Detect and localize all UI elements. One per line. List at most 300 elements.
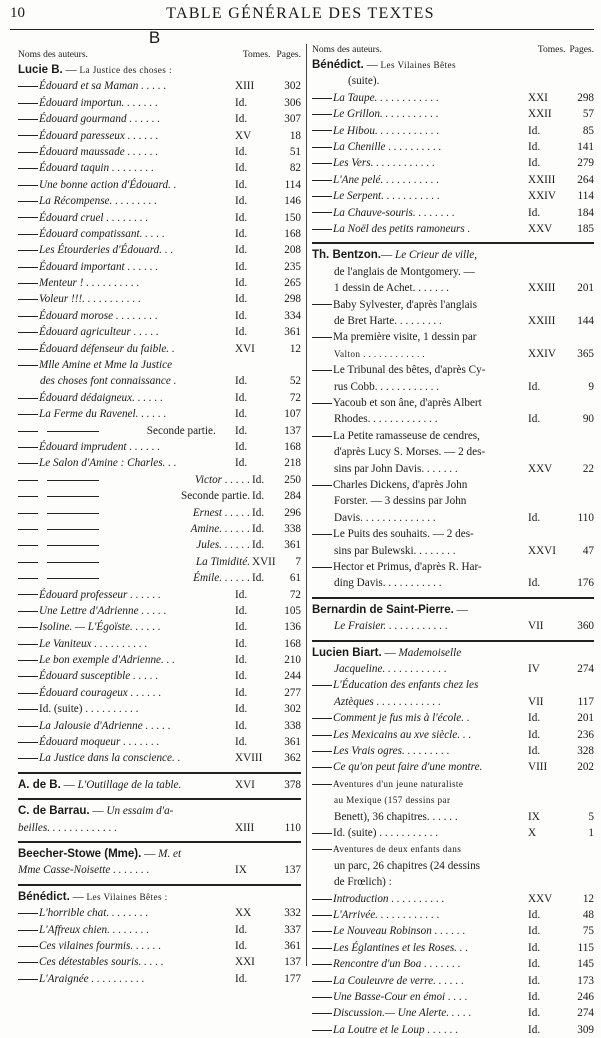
toc-entry	[18, 587, 301, 603]
entry-tome: Id.	[252, 473, 265, 486]
entry-page: 298	[577, 91, 594, 104]
author-entry: A. de B. — L'Outillage de la table. XVI 378	[18, 778, 301, 791]
section-rule	[18, 884, 301, 886]
salon-parts	[18, 472, 301, 587]
entry-page: 114	[577, 190, 594, 203]
entry-title: La Timidité.	[195, 555, 250, 568]
toc-entry	[18, 537, 301, 553]
lucie-list	[18, 439, 301, 472]
entry-tome: Id.	[235, 670, 248, 683]
entry-page: 141	[577, 140, 594, 153]
entry-title: La Jalousie d'Adrienne . . . . .	[39, 719, 171, 732]
toc-entry: Seconde partie. Id. 137	[18, 423, 301, 439]
entry-title: Discussion.— Une Alerte. . . . .	[333, 1007, 472, 1020]
lucie-list	[18, 78, 301, 357]
entry-title: Édouard susceptible . . . . .	[39, 670, 159, 683]
entry-page: 61	[289, 572, 301, 585]
entry-tome: Id.	[235, 277, 248, 290]
column-divider	[306, 44, 307, 966]
entry-title: Amine. . . . . .	[190, 522, 250, 535]
entry-title: Une Basse-Cour en émoi . . . .	[333, 991, 468, 1003]
entry-tome: Id.	[528, 124, 541, 137]
toc-entry	[18, 971, 301, 987]
author-entry: Lucie B. — La Justice des choses :	[18, 64, 172, 76]
page-title: TABLE GÉNÉRALE DES TEXTES	[166, 5, 435, 22]
entry-page: 361	[284, 539, 301, 552]
toc-entry	[18, 505, 301, 521]
entry-title: Comment je fus mis à l'école. .	[333, 712, 470, 725]
entry-page: 202	[577, 761, 594, 774]
left-column-header	[18, 49, 301, 62]
entry-title: Ernest . . . . .	[192, 506, 250, 519]
entry-tome: Id.	[235, 162, 248, 175]
entry-title: Une Lettre d'Adrienne . . . . .	[39, 604, 167, 617]
toc-entry	[312, 973, 594, 989]
toc-entry	[312, 106, 594, 122]
entry-page: 274	[577, 1007, 594, 1020]
entry-tome: Id.	[235, 441, 248, 454]
entry-page: 284	[284, 490, 301, 503]
entry-page: 48	[582, 909, 594, 922]
entry-title: Une bonne action d'Édouard. .	[39, 178, 177, 191]
entry-tome: Id.	[528, 974, 541, 987]
toc-entry	[18, 95, 301, 111]
entry-title: Le Vaniteux . . . . . . . . . .	[39, 637, 148, 650]
toc-entry	[18, 275, 301, 291]
entry-title: Ce qu'on peut faire d'une montre.	[333, 761, 483, 774]
toc-entry	[18, 78, 301, 94]
entry-title: Le bon exemple d'Adrienne. . .	[39, 654, 175, 667]
entry-tome: XXI	[528, 91, 548, 104]
entry-title: La Noël des petits ramoneurs .	[333, 222, 471, 235]
toc-entry	[18, 210, 301, 226]
work-title: La Justice des choses :	[79, 65, 172, 75]
entry-page: 362	[284, 752, 301, 765]
entry-tome: Id.	[235, 260, 248, 273]
entry-tome: VIII	[528, 761, 548, 774]
entry-title: Édouard moqueur . . . . . . .	[39, 736, 160, 749]
toc-entry	[18, 521, 301, 537]
entry-page: 72	[289, 391, 301, 404]
entry-title: La Chenille . . . . . . . . . .	[333, 140, 442, 153]
entry-page: 246	[577, 991, 594, 1003]
entry-title: Rencontre d'un Boa . . . . . . .	[333, 958, 461, 971]
entry-tome: Id.	[252, 572, 265, 585]
toc-entry: Hector et Primus, d'après R. Har- ding Davis. . . . . . . . . . . Id. 176	[312, 559, 594, 592]
entry-page: 136	[284, 621, 301, 634]
author-entry: Bénédict. — Les Vilaines Bêtes	[312, 59, 456, 71]
entry-page: 12	[582, 892, 594, 905]
toc-entry: La Petite ramasseuse de cendres, d'après Lucy S. Morses. — 2 des- sins par John Davis. . . . . . . XXV 22	[312, 428, 594, 477]
entry-page: 51	[289, 145, 301, 158]
author-entry: Lucien Biart. — Mademoiselle Jacqueline. . . . . . . . . . . . IV 274	[312, 646, 594, 676]
entry-page: 57	[582, 108, 594, 121]
toc-entry: Yacoub et son âne, d'après Albert Rhodes. . . . . . . . . . . . . Id. 90	[312, 395, 594, 428]
entry-title: Seconde partie.	[181, 490, 250, 503]
entry-page: 177	[284, 972, 301, 985]
entry-title: Édouard dédaigneux. . . . . .	[39, 391, 163, 404]
toc-entry	[18, 685, 301, 701]
entry-page: 201	[577, 712, 594, 725]
entry-page: 168	[284, 637, 301, 650]
entry-title: Édouard morose . . . . . . . .	[39, 309, 158, 322]
entry-page: 137	[284, 956, 301, 969]
entry-page: 146	[284, 195, 301, 208]
toc-entry	[312, 221, 594, 237]
toc-entry	[18, 128, 301, 144]
page-header	[0, 0, 601, 30]
entry-title: Édouard paresseux . . . . . .	[39, 129, 159, 142]
toc-entry	[312, 759, 594, 775]
author-name: Lucie B.	[18, 64, 63, 76]
entry-tome: Id.	[528, 1023, 541, 1036]
entry-tome: Id.	[235, 211, 248, 224]
entry-page: 328	[577, 745, 594, 758]
entry-page: 208	[284, 244, 301, 257]
entry-title: La Chauve-souris. . . . . . . .	[333, 206, 455, 219]
toc-entry	[18, 570, 301, 586]
toc-entry	[312, 891, 594, 907]
entry-page: 145	[577, 958, 594, 971]
entry-page: 279	[577, 157, 594, 170]
entry-title: Édouard professeur . . . . . .	[39, 588, 161, 601]
entry-title: Victor . . . . .	[194, 473, 250, 486]
right-column	[312, 31, 594, 1038]
entry-page: 218	[284, 457, 301, 470]
entry-page: 18	[289, 129, 301, 142]
toc-entry	[18, 406, 301, 422]
entry-page: 296	[284, 506, 301, 519]
biart-list	[312, 710, 594, 776]
toc-entry	[18, 954, 301, 970]
entry-tome: Id.	[528, 712, 541, 725]
parc-list	[312, 891, 594, 1038]
entry-tome: Id.	[235, 588, 248, 601]
author-entry: Beecher-Stowe (Mme). — M. et Mme Casse-Noisette . . . . . . . IX 137	[18, 848, 301, 877]
entry-title: Les Églantines et les Roses. . .	[333, 941, 469, 954]
entry-title: Introduction . . . . . . . . . .	[333, 892, 445, 905]
entry-page: 12	[289, 342, 301, 355]
entry-page: 264	[577, 173, 594, 186]
toc-entry	[18, 111, 301, 127]
entry-title: Le Grillon. . . . . . . . . . .	[333, 108, 439, 121]
entry-page: 306	[284, 96, 301, 109]
entry-page: 168	[284, 441, 301, 454]
entry-tome: XXIV	[528, 190, 556, 203]
toc-entry	[18, 390, 301, 406]
entry-tome: Id.	[528, 206, 541, 219]
entry-title: Le Salon d'Amine : Charles. . .	[39, 457, 177, 470]
entry-tome: Id.	[235, 621, 248, 634]
entry-page: 337	[284, 923, 301, 936]
toc-entry	[18, 226, 301, 242]
entry-tome: Id.	[235, 96, 248, 109]
entry-title: Édouard maussade . . . . . .	[39, 145, 159, 158]
entry-page: 244	[284, 670, 301, 683]
section-rule	[18, 798, 301, 800]
entry-title: L'horrible chat. . . . . . . .	[39, 907, 149, 920]
toc-entry	[312, 90, 594, 106]
entry-tome: Id.	[528, 157, 541, 170]
entry-title: Édouard compatissant. . . . .	[39, 227, 165, 240]
toc-entry	[312, 710, 594, 726]
entry-tome: Id.	[235, 972, 248, 985]
entry-tome: Id.	[235, 686, 248, 699]
entry-tome: Id.	[235, 227, 248, 240]
toc-entry	[18, 554, 301, 570]
toc-entry	[18, 619, 301, 635]
entry-title: La Récompense. . . . . . . . .	[39, 195, 158, 208]
entry-title: Ces vilaines fourmis. . . . . .	[39, 940, 162, 953]
toc-entry: L'Éducation des enfants chez les Aztèques . . . . . . . . . . . . VII 117	[312, 677, 594, 710]
toc-entry	[312, 155, 594, 171]
toc-entry	[18, 488, 301, 504]
toc-entry: Id. (suite) . . . . . . . . . . . X 1	[312, 825, 594, 841]
toc-entry: Le Tribunal des bêtes, d'après Cy- rus Cobb. . . . . . . . . . . . Id. 9	[312, 362, 594, 395]
toc-entry	[18, 259, 301, 275]
entry-tome: Id.	[252, 490, 265, 503]
toc-entry	[18, 291, 301, 307]
page-number: 10	[10, 5, 25, 21]
toc-entry	[312, 743, 594, 759]
entry-tome: Id.	[235, 457, 248, 470]
toc-entry	[18, 308, 301, 324]
toc-entry	[312, 923, 594, 939]
entry-page: 361	[284, 326, 301, 339]
toc-entry: Aventures de deux enfants dans un parc, 26 chapitres (24 dessins de Frœlich) :	[312, 841, 594, 890]
entry-tome: Id.	[235, 113, 248, 126]
toc-entry	[18, 472, 301, 488]
section-rule	[18, 772, 301, 774]
lucie-list	[18, 587, 301, 702]
entry-tome: Id.	[235, 604, 248, 617]
entry-page: 361	[284, 736, 301, 749]
entry-title: Menteur ! . . . . . . . . . .	[39, 277, 140, 290]
toc-entry: Aventures d'un jeune naturaliste au Mexique (157 dessins par Benett), 36 chapitres. . . . . . IX 5	[312, 776, 594, 825]
toc-entry: Id. (suite) . . . . . . . . . . Id. 302	[18, 701, 301, 717]
names-heading: Noms des auteurs.	[18, 50, 88, 60]
entry-tome: XXV	[528, 222, 553, 235]
toc-entry	[312, 1005, 594, 1021]
entry-title: Jules. . . . . .	[196, 539, 250, 552]
entry-tome: Id.	[235, 408, 248, 421]
entry-title: Les Étourderies d'Édouard. . .	[39, 244, 174, 257]
author-entry-cont: (suite).	[348, 75, 380, 88]
section-letter: B	[148, 28, 161, 47]
entry-page: 7	[295, 555, 301, 568]
entry-title: Édouard agriculteur . . . . .	[39, 326, 159, 339]
entry-tome: XXV	[528, 892, 553, 905]
toc-entry	[18, 718, 301, 734]
entry-title: La Couleuvre de verre. . . . . .	[333, 974, 464, 987]
entry-title: Édouard taquin . . . . . . . .	[39, 162, 154, 175]
entry-tome: Id.	[252, 506, 265, 519]
entry-page: 105	[284, 604, 301, 617]
entry-page: 298	[284, 293, 301, 306]
toc-entry	[18, 668, 301, 684]
toc-entry	[18, 938, 301, 954]
toc-entry	[312, 188, 594, 204]
benedict-list	[18, 905, 301, 987]
entry-tome: Id.	[235, 145, 248, 158]
entry-page: 361	[284, 940, 301, 953]
entry-tome: XXII	[528, 108, 552, 121]
section-rule	[312, 640, 594, 642]
toc-entry: Mlle Amine et Mme la Justice des choses font connaissance . Id. 52	[18, 357, 301, 390]
toc-entry	[312, 139, 594, 155]
tomes-heading: Tomes.	[242, 50, 271, 60]
entry-page: 185	[577, 222, 594, 235]
toc-entry: Baby Sylvester, d'après l'anglais de Bret Harte. . . . . . . . . XXIII 144	[312, 297, 594, 330]
entry-page: 334	[284, 309, 301, 322]
toc-entry	[18, 652, 301, 668]
entry-tome: Id.	[528, 728, 541, 741]
entry-page: 168	[284, 227, 301, 240]
section-rule	[312, 242, 594, 244]
entry-page: 72	[289, 588, 301, 601]
toc-entry	[18, 922, 301, 938]
toc-entry	[312, 1022, 594, 1038]
toc-entry	[312, 123, 594, 139]
toc-entry	[18, 160, 301, 176]
entry-page: 115	[577, 941, 594, 954]
entry-title: Ces détestables souris. . . . .	[39, 956, 164, 969]
entry-page: 82	[289, 162, 301, 175]
entry-tome: Id.	[528, 1007, 541, 1020]
entry-title: Édouard courageux . . . . . .	[39, 686, 162, 699]
toc-entry	[312, 907, 594, 923]
entry-title: Édouard et sa Maman . . . . .	[39, 80, 167, 93]
toc-entry	[312, 727, 594, 743]
entry-title: Le Hibou. . . . . . . . . . . .	[333, 124, 440, 137]
toc-entry	[18, 439, 301, 455]
toc-entry	[18, 603, 301, 619]
toc-entry: Le Puits des souhaits. — 2 des- sins par Bulewski. . . . . . . . XXVI 47	[312, 526, 594, 559]
entry-page: 277	[284, 686, 301, 699]
entry-title: Édouard importun. . . . . . .	[39, 96, 158, 109]
entry-page: 250	[284, 473, 301, 486]
lucie-list	[18, 718, 301, 767]
entry-tome: XX	[235, 907, 252, 920]
toc-entry	[18, 636, 301, 652]
pages-heading: Pages.	[276, 50, 301, 60]
author-entry: Bernardin de Saint-Pierre. — Le Fraisier. . . . . . . . . . . . VII 360	[312, 603, 594, 633]
entry-tome: Id.	[528, 958, 541, 971]
author-entry: C. de Barrau. — Un essaim d'a- beilles. . . . . . . . . . . . . XIII 110	[18, 805, 301, 834]
entry-page: 236	[577, 728, 594, 741]
entry-title: Édouard défenseur du faible. .	[39, 342, 175, 355]
entry-title: La Justice dans la conscience. .	[39, 752, 181, 765]
entry-tome: Id.	[252, 522, 265, 535]
author-entry: Th. Bentzon.— Le Crieur de ville, de l'anglais de Montgomery. — 1 dessin de Achet. . . . . . . XXIII 201	[312, 249, 594, 295]
entry-title: L'Arrivée. . . . . . . . . . . .	[333, 909, 440, 922]
entry-tome: XVIII	[235, 752, 263, 765]
entry-page: 184	[577, 206, 594, 219]
toc-entry	[18, 750, 301, 766]
toc-entry	[18, 144, 301, 160]
toc-entry	[312, 940, 594, 956]
entry-tome: Id.	[235, 637, 248, 650]
entry-tome: Id.	[235, 940, 248, 953]
entry-tome: Id.	[235, 309, 248, 322]
toc-entry	[312, 989, 594, 1005]
toc-entry	[18, 341, 301, 357]
entry-page: 338	[284, 522, 301, 535]
toc-entry	[18, 242, 301, 258]
section-rule	[18, 841, 301, 843]
entry-tome: Id.	[528, 991, 541, 1003]
entry-page: 150	[284, 211, 301, 224]
entry-page: 307	[284, 113, 301, 126]
toc-entry	[312, 956, 594, 972]
toc-entry: Ma première visite, 1 dessin par Valton . . . . . . . . . . . . XXIV 365	[312, 329, 594, 362]
entry-title: Le Serpent. . . . . . . . . . .	[333, 190, 440, 203]
toc-entry	[18, 177, 301, 193]
toc-entry	[18, 455, 301, 471]
entry-tome: XXI	[235, 956, 255, 969]
entry-title: La Loutre et le Loup . . . . . .	[333, 1023, 459, 1036]
toc-entry	[18, 324, 301, 340]
author-entry: Bénédict. — Les Vilaines Bêtes :	[18, 890, 168, 903]
entry-title: L'Araignée . . . . . . . . . .	[39, 972, 145, 985]
toc-entry	[312, 172, 594, 188]
entry-title: Édouard important . . . . . .	[39, 260, 159, 273]
entry-tome: Id.	[528, 140, 541, 153]
entry-tome: Id.	[235, 195, 248, 208]
entry-page: 302	[284, 80, 301, 93]
entry-title: Édouard imprudent . . . . . .	[39, 441, 161, 454]
entry-title: Isoline. — L'Égoïste. . . . . .	[39, 621, 161, 634]
entry-tome: Id.	[235, 654, 248, 667]
entry-title: Édouard gourmand . . . . . .	[39, 113, 161, 126]
toc-entry	[18, 193, 301, 209]
entry-tome: Id.	[528, 941, 541, 954]
entry-page: 332	[284, 907, 301, 920]
entry-title: Le Nouveau Robinson . . . . . .	[333, 925, 466, 938]
right-column-header: Noms des auteurs. Tomes. Pages.	[312, 45, 594, 55]
entry-tome: XXIII	[528, 173, 556, 186]
entry-tome: XVI	[235, 342, 255, 355]
left-column	[18, 28, 301, 987]
section-rule	[312, 597, 594, 599]
entry-tome: Id.	[235, 736, 248, 749]
entry-page: 173	[577, 974, 594, 987]
entry-tome: XVII	[252, 555, 276, 568]
entry-tome: Id.	[235, 178, 248, 191]
entry-tome: Id.	[235, 293, 248, 306]
toc-entry: Charles Dickens, d'après John Forster. — 3 dessins par John Davis. . . . . . . . . . . . . . Id. 110	[312, 477, 594, 526]
entry-tome: Id.	[252, 539, 265, 552]
entry-tome: Id.	[235, 719, 248, 732]
entry-page: 75	[582, 925, 594, 938]
entry-title: La Ferme du Ravenel. . . . . .	[39, 408, 167, 421]
entry-tome: Id.	[528, 745, 541, 758]
entry-page: 235	[284, 260, 301, 273]
entry-title: L'Ane pelé. . . . . . . . . . .	[333, 173, 440, 186]
entry-title: Les Mexicains au xve siècle. . .	[333, 728, 472, 741]
entry-title: L'Affreux chien. . . . . . . .	[39, 923, 150, 936]
toc-entry	[312, 205, 594, 221]
entry-page: 309	[577, 1023, 594, 1036]
entry-tome: XIII	[235, 80, 255, 93]
lucie-list	[18, 390, 301, 423]
entry-title: La Taupe. . . . . . . . . . . .	[333, 91, 439, 104]
entry-page: 114	[284, 178, 301, 191]
toc-entry	[18, 734, 301, 750]
entry-title: Voleur !!!. . . . . . . . . . .	[39, 293, 141, 306]
toc-entry	[18, 905, 301, 921]
entry-page: 85	[582, 124, 594, 137]
